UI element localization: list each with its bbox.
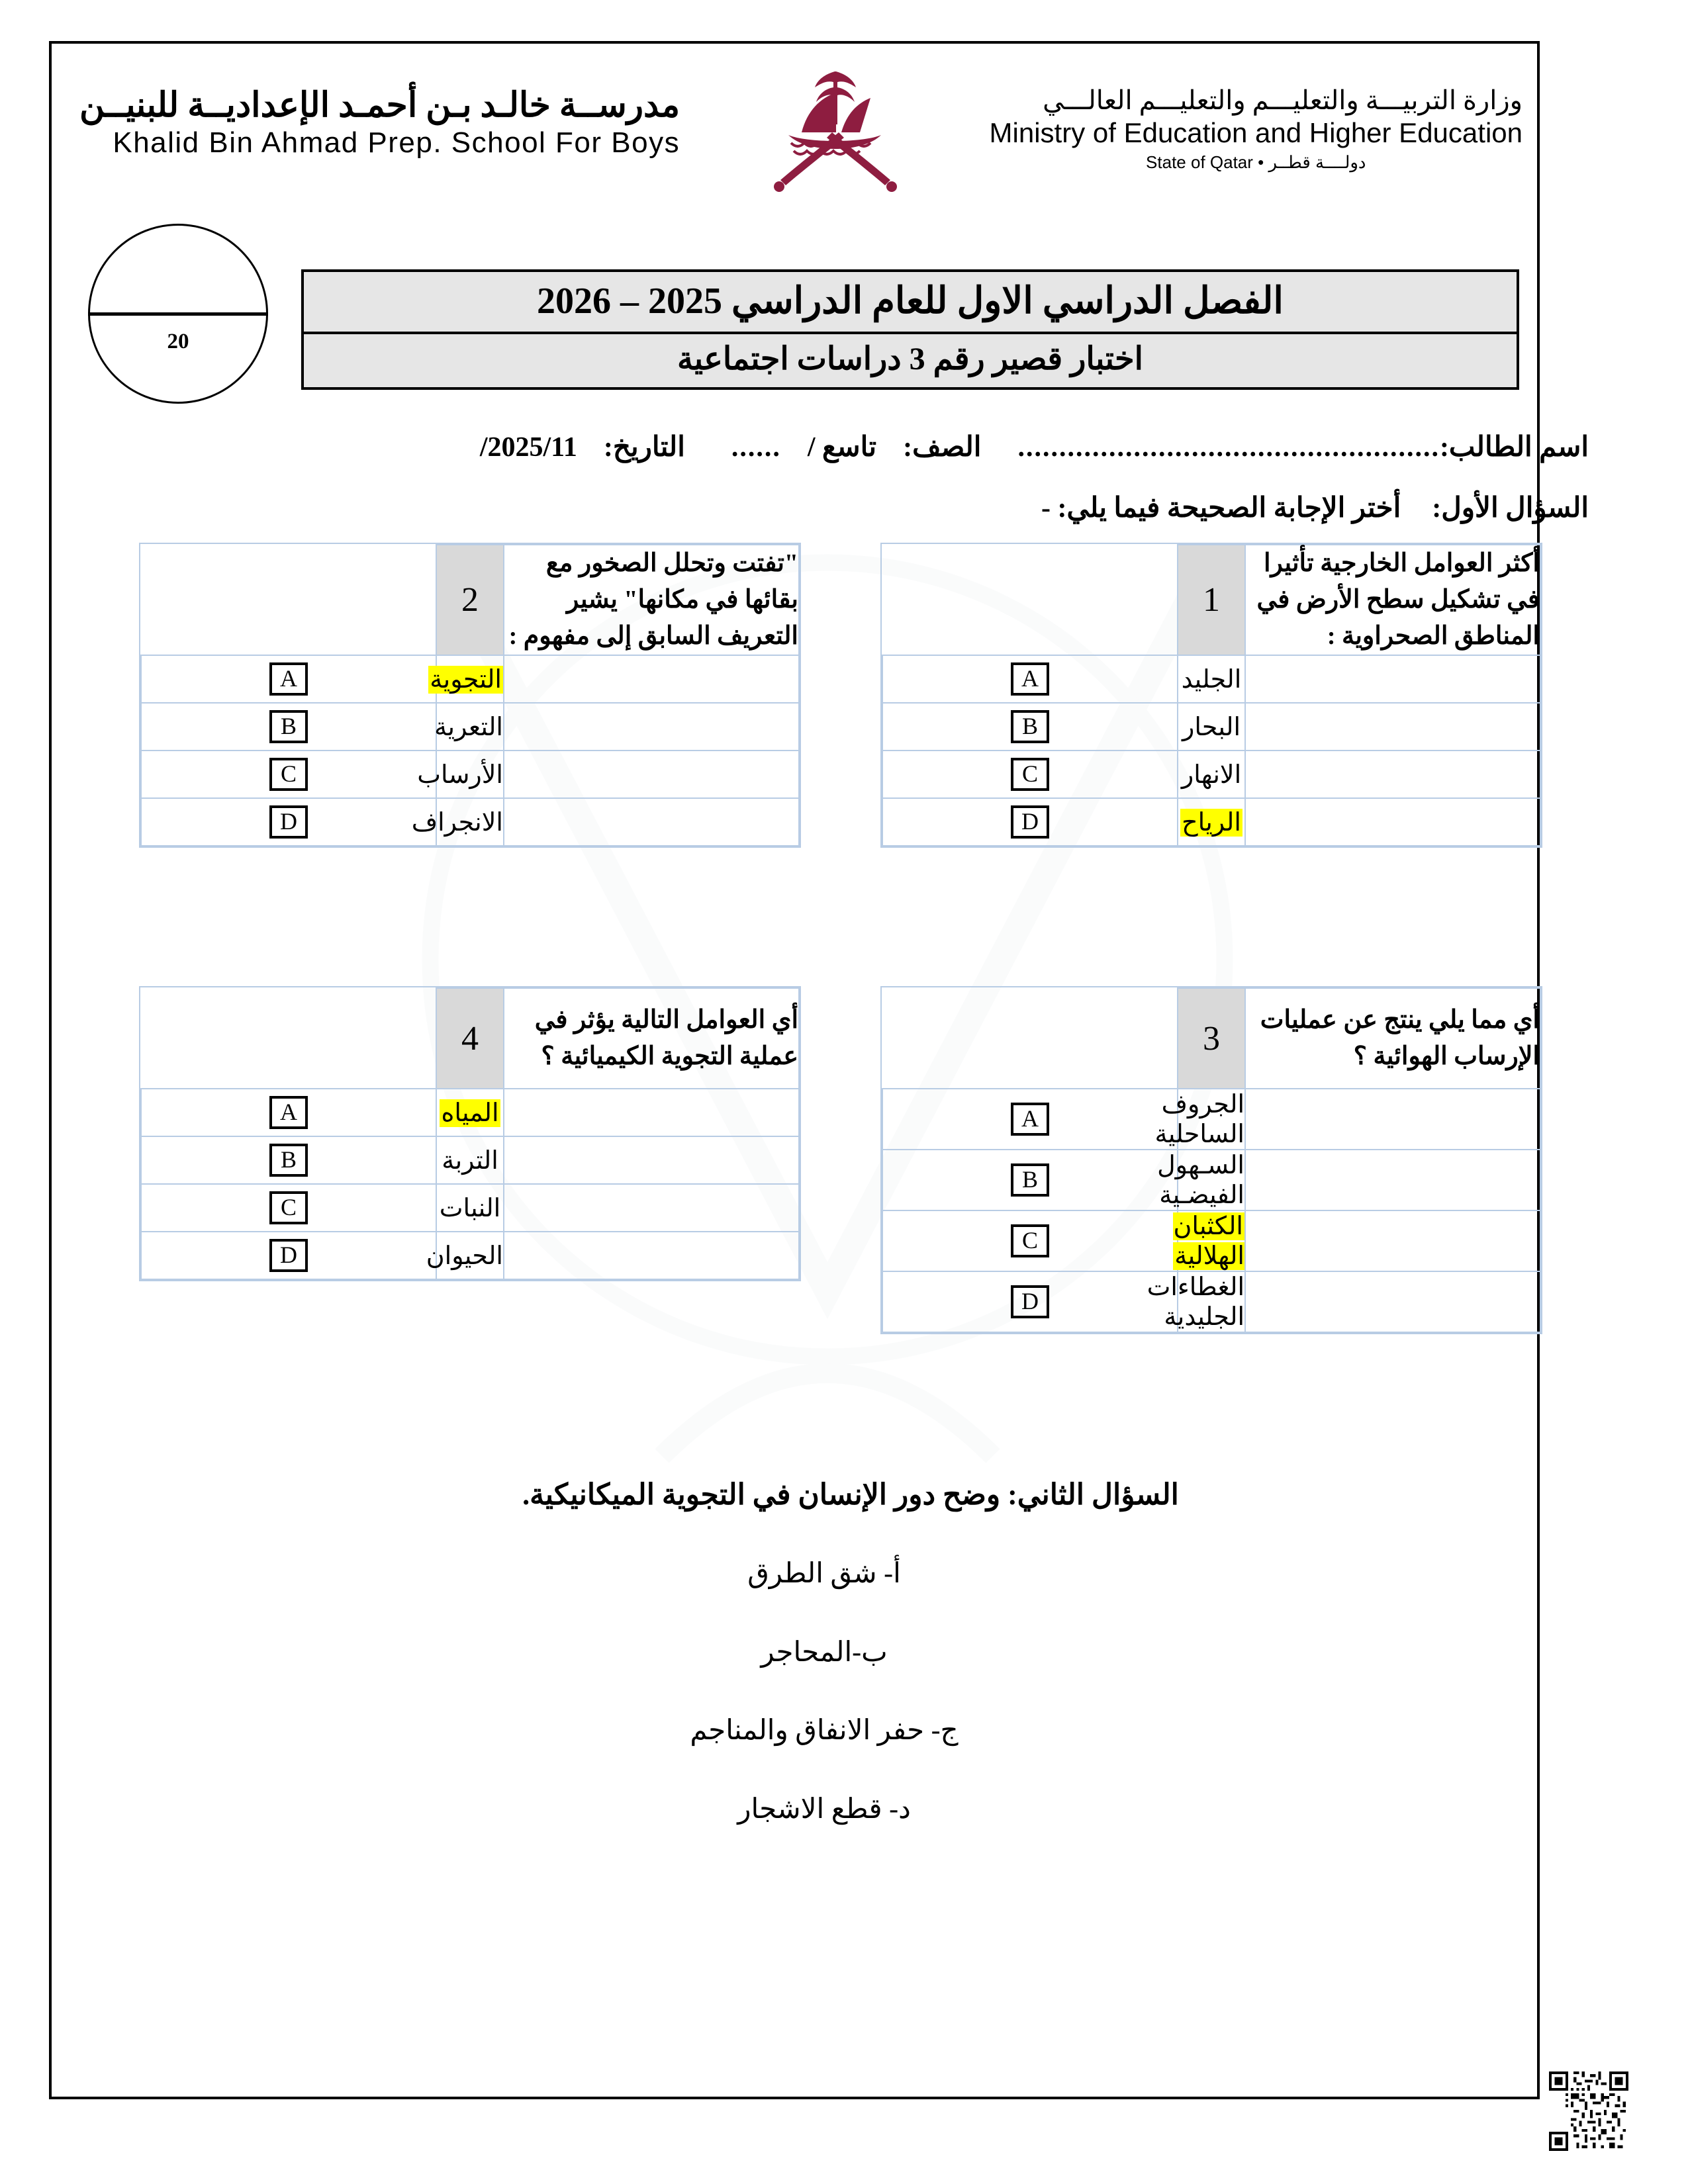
option-letter-box: A [1011, 662, 1049, 696]
school-identity [79, 66, 680, 161]
option-row [882, 655, 1540, 703]
option-letter-1c[interactable] [882, 751, 1178, 798]
option-letter-box: A [269, 662, 308, 696]
student-info-line [265, 430, 1589, 463]
option-letter-box: A [1011, 1103, 1049, 1136]
answer-blank-cell [1245, 1271, 1540, 1332]
option-letter-3b[interactable] [882, 1150, 1178, 1210]
highlighted-answer: التجوية [430, 665, 502, 694]
option-letter-box: D [1011, 1285, 1049, 1318]
option-letter-4b[interactable] [141, 1136, 436, 1184]
question-number-4: 4 [436, 988, 504, 1089]
option-letter-4c[interactable] [141, 1184, 436, 1232]
school-name-arabic: مدرســة خالـد بـن أحمـد الإعداديــة للبنيــن [79, 87, 680, 124]
option-row [882, 1210, 1540, 1271]
answer-blank-cell [504, 1136, 799, 1184]
question-box-3 [880, 986, 1542, 1334]
page-header [79, 66, 1523, 212]
option-letter-box: B [1011, 710, 1049, 743]
question-table-3 [882, 987, 1541, 1333]
option-text-2c[interactable]: الأرساب [436, 751, 504, 798]
question-table-1 [882, 544, 1541, 846]
option-letter-box: B [269, 710, 308, 743]
option-text-3a[interactable]: الجروف الساحلية [1178, 1089, 1245, 1150]
ministry-state-line: دولــــة قطــر • State of Qatar [1146, 152, 1366, 173]
question-number-1: 1 [1178, 545, 1245, 655]
option-row [141, 655, 799, 703]
question-prompt-row [882, 988, 1540, 1089]
question-table-4 [140, 987, 800, 1280]
school-name-english: Khalid Bin Ahmad Prep. School For Boys [113, 126, 680, 159]
class-section-field[interactable]: ...... [731, 432, 781, 463]
highlighted-answer: الكثبان الهلالية [1173, 1212, 1244, 1270]
section-two [232, 1476, 1589, 1828]
class-label: الصف: [903, 432, 982, 463]
option-letter-box: C [269, 758, 308, 791]
option-letter-2d[interactable] [141, 798, 436, 846]
option-row [141, 1184, 799, 1232]
exam-name-title: اختبار قصير رقم 3 دراسات اجتماعية [677, 341, 1144, 377]
grade-circle [88, 224, 268, 404]
option-letter-1b[interactable] [882, 703, 1178, 751]
option-letter-box: C [1011, 758, 1049, 791]
answer-blank-cell [1245, 798, 1540, 846]
option-letter-2b[interactable] [141, 703, 436, 751]
option-row [882, 1089, 1540, 1150]
answer-blank-cell [1245, 655, 1540, 703]
section-two-item-b: ب-المحاجر [761, 1637, 888, 1668]
student-name-label: اسم الطالب: [1439, 432, 1589, 463]
section-one-instruction: أختر الإجابة الصحيحة فيما يلي: - [1041, 493, 1401, 523]
academic-year-title: الفصل الدراسي الاول للعام الدراسي 2025 – 2026 [304, 272, 1517, 334]
option-row [141, 1089, 799, 1136]
section-two-title: السؤال الثاني: وضح دور الإنسان في التجوية الميكانيكية. [522, 1479, 1179, 1511]
qr-code-icon [1549, 2071, 1628, 2151]
question-text-2: "تفتت وتحلل الصخور مع بقائها في مكانها" يشير التعريف السابق إلى مفهوم : [504, 545, 799, 655]
highlighted-answer: الرياح [1182, 808, 1241, 837]
option-letter-box: D [1011, 805, 1049, 839]
question-prompt-row [141, 545, 799, 655]
option-text-4b[interactable]: التربة [436, 1136, 504, 1184]
question-table-2 [140, 544, 800, 846]
question-box-1 [880, 543, 1542, 848]
answer-blank-cell [504, 798, 799, 846]
exam-title-box [301, 269, 1519, 390]
option-row [882, 751, 1540, 798]
option-text-3d[interactable]: الغطاءات الجليدية [1178, 1271, 1245, 1332]
option-text-1c[interactable]: الانهار [1178, 751, 1245, 798]
option-letter-3a[interactable] [882, 1089, 1178, 1150]
section-two-item-a: أ- شق الطرق [747, 1559, 901, 1590]
section-two-item-d: د- قطع الاشجار [737, 1794, 911, 1825]
option-row [141, 1136, 799, 1184]
question-text-4: أي العوامل التالية يؤثر في عملية التجوية الكيميائية ؟ [504, 988, 799, 1089]
answer-blank-cell [504, 1184, 799, 1232]
ministry-identity [990, 66, 1523, 173]
option-letter-2c[interactable] [141, 751, 436, 798]
option-letter-3d[interactable] [882, 1271, 1178, 1332]
option-row [882, 1150, 1540, 1210]
question-prompt-row [882, 545, 1540, 655]
option-text-2d[interactable]: الانجراف [436, 798, 504, 846]
option-row [882, 798, 1540, 846]
question-number-3: 3 [1178, 988, 1245, 1089]
student-name-field[interactable]: ................................................... [1017, 432, 1440, 463]
option-text-1a[interactable]: الجليد [1178, 655, 1245, 703]
answer-blank-cell [1245, 1089, 1540, 1150]
option-row [882, 703, 1540, 751]
option-letter-3c[interactable] [882, 1210, 1178, 1271]
option-text-2b[interactable]: التعرية [436, 703, 504, 751]
section-one-heading [1041, 491, 1589, 524]
highlighted-answer: المياه [441, 1099, 499, 1127]
option-text-4d[interactable]: الحيوان [436, 1232, 504, 1279]
option-letter-1a[interactable] [882, 655, 1178, 703]
option-letter-1d[interactable] [882, 798, 1178, 846]
qatar-emblem-icon [762, 66, 908, 199]
option-row [141, 703, 799, 751]
section-two-item-c: ج- حفر الانفاق والمناجم [690, 1715, 959, 1747]
ministry-name-english: Ministry of Education and Higher Education [989, 117, 1523, 148]
option-text-4c[interactable]: النبات [436, 1184, 504, 1232]
option-text-4a[interactable] [436, 1089, 504, 1136]
option-letter-4a[interactable] [141, 1089, 436, 1136]
option-letter-box: C [1011, 1224, 1049, 1257]
date-value[interactable]: 2025/11/ [479, 432, 577, 463]
ministry-name-arabic: وزارة التربيـــة والتعليـــم والتعليـــم العالـــي [1043, 85, 1523, 115]
total-marks: 20 [167, 329, 189, 353]
question-text-1: أكثر العوامل الخارجية تأثيرا في تشكيل سطح الأرض في المناطق الصحراوية : [1245, 545, 1540, 655]
option-letter-box: A [269, 1096, 308, 1129]
answer-blank-cell [1245, 703, 1540, 751]
question-text-3: أي مما يلي ينتج عن عمليات الإرساب الهوائية ؟ [1245, 988, 1540, 1089]
question-box-2 [139, 543, 801, 848]
option-row [882, 1271, 1540, 1332]
answer-blank-cell [504, 751, 799, 798]
answer-blank-cell [504, 1232, 799, 1279]
option-letter-box: C [269, 1191, 308, 1224]
answer-blank-cell [504, 1089, 799, 1136]
option-text-2a[interactable] [430, 655, 504, 703]
option-letter-box: B [269, 1144, 308, 1177]
option-text-3b[interactable]: السـهول الفيضـية [1178, 1150, 1245, 1210]
option-text-1b[interactable]: البحار [1178, 703, 1245, 751]
option-letter-box: D [269, 805, 308, 839]
option-row [141, 1232, 799, 1279]
answer-blank-cell [504, 703, 799, 751]
option-row [141, 798, 799, 846]
option-letter-4d[interactable] [141, 1232, 436, 1279]
answer-blank-cell [1245, 1210, 1540, 1271]
answer-blank-cell [1245, 751, 1540, 798]
option-letter-box: B [1011, 1163, 1049, 1197]
grade-divider [88, 312, 268, 316]
option-letter-2a[interactable] [141, 655, 436, 703]
date-label: التاريخ: [603, 432, 685, 463]
multiple-choice-area [139, 543, 1542, 1403]
class-value: تاسع / [807, 432, 877, 463]
option-letter-box: D [269, 1239, 308, 1272]
answer-blank-cell [504, 655, 799, 703]
option-text-1d[interactable] [1178, 798, 1245, 846]
answer-blank-cell [1245, 1150, 1540, 1210]
option-row [141, 751, 799, 798]
question-number-2: 2 [436, 545, 504, 655]
section-one-label: السؤال الأول: [1432, 493, 1589, 523]
option-text-3c[interactable] [1173, 1210, 1245, 1271]
question-prompt-row [141, 988, 799, 1089]
question-box-4 [139, 986, 801, 1281]
